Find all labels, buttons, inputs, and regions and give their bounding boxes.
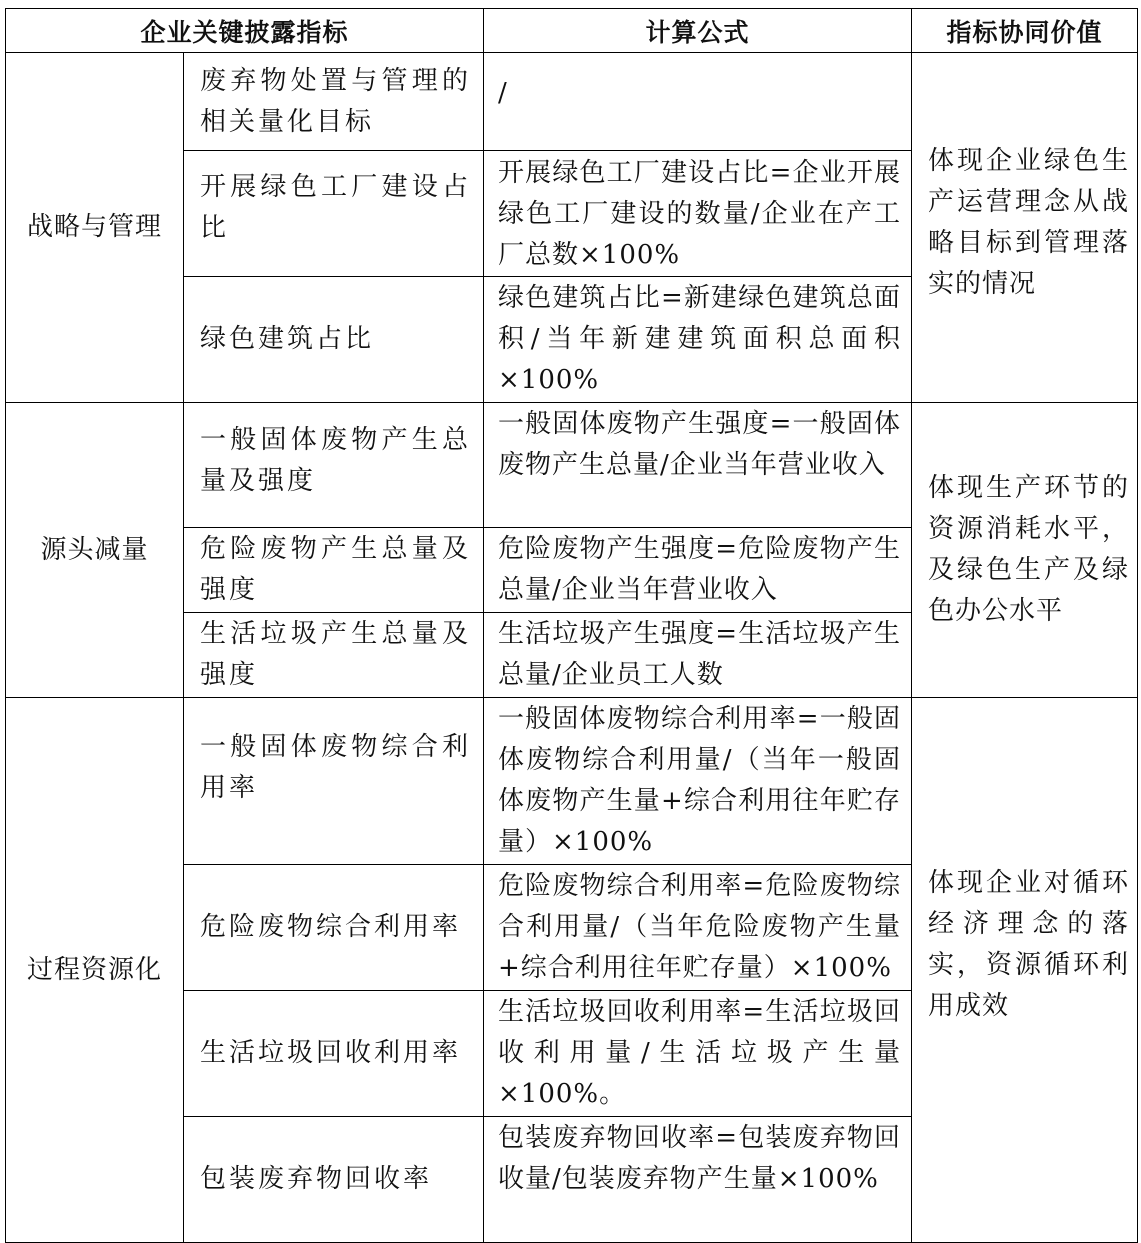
formula-cell: 生活垃圾产生强度=生活垃圾产生总量/企业员工人数 [484,613,912,698]
value-cell [912,53,1138,403]
indicator-cell: 绿色建筑占比 [184,277,484,403]
table-row [6,53,1138,151]
category-cell: 战略与管理 [6,53,184,403]
indicator-cell: 危险废物综合利用率 [184,865,484,991]
indicator-cell [184,403,484,528]
indicator-text: 一般固体废物综合利用率 [200,732,472,803]
indicator-cell [184,698,484,865]
formula-cell: 绿色建筑占比=新建绿色建筑总面积/当年新建建筑面积总面积×100% [484,277,912,403]
disclosure-indicator-table [5,8,1138,1243]
table-header-row [6,9,1138,53]
header-value: 指标协同价值 [912,9,1138,53]
formula-cell: 一般固体废物产生强度=一般固体废物产生总量/企业当年营业收入 [484,403,912,528]
indicator-cell [184,151,484,277]
table-row [6,403,1138,528]
indicator-cell: 包装废弃物回收率 [184,1117,484,1243]
formula-cell: 危险废物综合利用率=危险废物综合利用量/（当年危险废物产生量+综合利用往年贮存量）×100% [484,865,912,991]
indicator-cell: 废弃物处置与管理的相关量化目标 [184,53,484,151]
table-row [6,698,1138,865]
header-formula: 计算公式 [484,9,912,53]
value-text: 体现企业对循环经济理念的落实，资源循环利用成效 [928,868,1130,1021]
category-cell: 过程资源化 [6,698,184,1243]
value-text: 体现企业绿色生产运营理念从战略目标到管理落实的情况 [928,145,1130,299]
formula-cell: 开展绿色工厂建设占比=企业开展绿色工厂建设的数量/企业在产工厂总数×100% [484,151,912,277]
formula-cell: 包装废弃物回收率=包装废弃物回收量/包装废弃物产生量×100% [484,1117,912,1243]
indicator-text: 开展绿色工厂建设占比 [200,171,472,243]
indicator-text: 一般固体废物产生总量及强度 [200,425,472,496]
formula-cell: 危险废物产生强度=危险废物产生总量/企业当年营业收入 [484,528,912,613]
header-indicator: 企业关键披露指标 [6,9,484,53]
formula-cell: / [484,53,912,151]
category-cell: 源头减量 [6,403,184,698]
indicator-cell: 危险废物产生总量及强度 [184,528,484,613]
value-cell: 体现生产环节的资源消耗水平，及绿色生产及绿色办公水平 [912,403,1138,698]
formula-cell: 一般固体废物综合利用率=一般固体废物综合利用量/（当年一般固体废物产生量+综合利用往年贮存量）×100% [484,698,912,865]
indicator-cell: 生活垃圾产生总量及强度 [184,613,484,698]
indicator-cell: 生活垃圾回收利用率 [184,991,484,1117]
formula-cell: 生活垃圾回收利用率=生活垃圾回收利用量/生活垃圾产生量×100%。 [484,991,912,1117]
value-cell [912,698,1138,1243]
